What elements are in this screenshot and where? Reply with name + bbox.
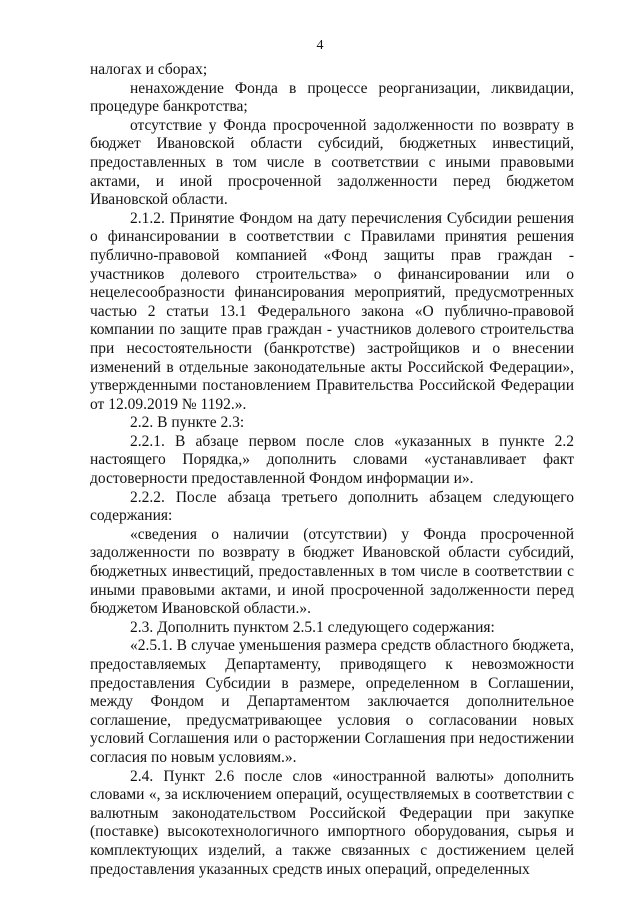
paragraph-debt-information-quote: «сведения о наличии (отсутствии) у Фонда просроченной задолженности по возврату в бюджет Ивановской области субсидий, бюджетных инвестиций, предоставленных в том числе в соответствии с иными правовыми актами, и иной просроченной задолженности перед бюджетом Ивановской области.». [90,525,574,618]
document-body [90,61,574,879]
paragraph-2-2-1: 2.2.1. В абзаце первом после слов «указанных в пункте 2.2 настоящего Порядка,» дополнить словами «устанавливает факт достоверности предоставленной Фондом информации и». [90,432,574,488]
paragraph-no-overdue-debt: отсутствие у Фонда просроченной задолженности по возврату в бюджет Ивановской области субсидий, бюджетных инвестиций, предоставленных в том числе в соответствии с иными правовыми актами, и иной просроченной задолженности перед бюджетом Ивановской области. [90,116,574,209]
paragraph-2-2: 2.2. В пункте 2.3: [130,414,245,432]
paragraph-2-5-1-quote: «2.5.1. В случае уменьшения размера средств областного бюджета, предоставляемых Департаменту, приводящего к невозможности предоставления Субсидии в размере, определенном в Соглашении, между Фондом и Департаментом заключается дополнительное соглашение, предусматривающее условия о согласовании новых условий Соглашения или о расторжении Соглашения при недостижении согласия по новым условиям.». [90,637,574,766]
paragraph-2-2-2: 2.2.2. После абзаца третьего дополнить абзацем следующего содержания: [90,488,574,525]
paragraph-2-3: 2.3. Дополнить пунктом 2.5.1 следующего содержания: [130,618,495,636]
paragraph-no-reorganization: ненахождение Фонда в процессе реорганизации, ликвидации, процедуре банкротства; [90,79,574,116]
paragraph-2-4: 2.4. Пункт 2.6 после слов «иностранной валюты» дополнить словами «, за исключением операций, осуществляемых в соответствии с валютным законодательством Российской Федерации при закупке (поставке) высокотехнологичного импортного оборудования, сырья и комплектующих изделий, а также связанных с достижением целей предоставления указанных средств иных операций, определенных [90,767,574,878]
paragraph-taxes-continuation: налогах и сборах; [90,61,208,78]
paragraph-2-1-2: 2.1.2. Принятие Фондом на дату перечисления Субсидии решения о финансировании в соответствии с Правилами принятия решения публично-правовой компанией «Фонд защиты прав граждан - участников долевого строительства» о финансировании или о нецелесообразности финансирования мероприятий, предусмотренных частью 2 статьи 13.1 Федерального закона «О публично-правовой компании по защите прав граждан - участников долевого строительства при несостоятельности (банкротстве) застройщиков и о внесении изменений в отдельные законодательные акты Российской Федерации», утвержденными постановлением Правительства Российской Федерации от 12.09.2019 № 1192.». [90,209,574,413]
page-number: 4 [316,38,324,53]
